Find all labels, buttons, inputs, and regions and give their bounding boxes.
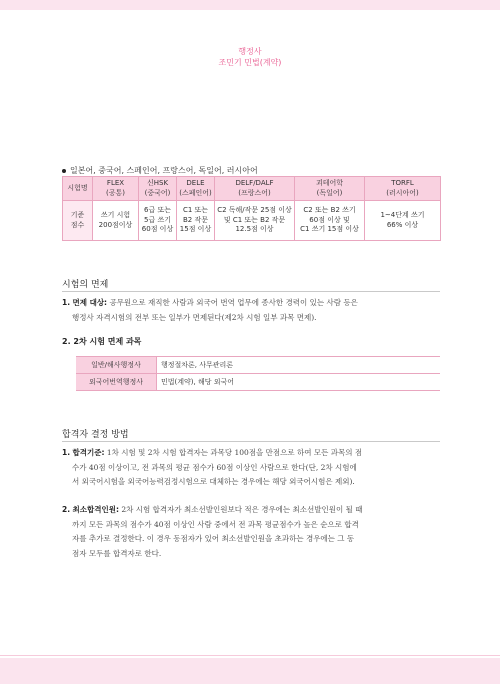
languages-note xyxy=(62,165,258,176)
score-cell: 6급 또는 5급 쓰기 60점 이상 xyxy=(139,201,177,241)
table-header-row xyxy=(63,177,441,201)
exam-name-cell: FLEX (공통) xyxy=(93,177,139,201)
score-cell: C2 독해/작문 25점 이상 및 C1 또는 B2 작문 12.5점 이상 xyxy=(215,201,295,241)
bullet-icon xyxy=(62,169,66,173)
bottom-divider xyxy=(0,655,500,656)
score-cell: 쓰기 시험 200점이상 xyxy=(93,201,139,241)
row-header-exam-name: 시험명 xyxy=(63,177,93,201)
header-book-series: 행정사 xyxy=(238,47,262,56)
exempt-type-cell: 외국어번역행정사 xyxy=(76,374,157,391)
table-row xyxy=(76,374,440,391)
section-divider xyxy=(62,441,440,442)
decision-item-2: 2. 최소합격인원: 2차 시험 합격자가 최소선발인원보다 적은 경우에는 최소선발인원이 될 때 까지 모든 과목의 점수가 40점 이상인 사람 중에서 전 과목 평균점수가 높은 순으로 합격 자를 추가로 결정한다. 이 경우 동점자가 있어 최소선발인원을 초과하는 경우에는 그 동 점자 모두를 합격자로 한다. xyxy=(62,505,363,558)
score-cell: C2 또는 B2 쓰기 60점 이상 및 C1 쓰기 15점 이상 xyxy=(295,201,365,241)
exemption-item-1: 1. 면제 대상: 공무원으로 재직한 사람과 외국어 번역 업무에 종사한 경력이 있는 사람 등은 행정사 자격시험의 전부 또는 일부가 면제된다(제2차 시험 일부 과목 면제). xyxy=(62,298,358,322)
score-cell: 1~4단계 쓰기 66% 이상 xyxy=(365,201,441,241)
exempt-subject-cell: 행정절차론, 사무관리론 xyxy=(157,357,441,374)
exam-name-cell: 괴테어학 (독일어) xyxy=(295,177,365,201)
exam-name-cell: 신HSK (중국어) xyxy=(139,177,177,201)
exam-name-cell: DELE (스페인어) xyxy=(177,177,215,201)
exemption-subjects-heading: 2. 2차 시험 면제 과목 xyxy=(62,337,142,346)
decision-section-title: 합격자 결정 방법 xyxy=(62,427,129,440)
row-header-score: 기준 점수 xyxy=(63,201,93,241)
page-header xyxy=(0,46,500,68)
language-exam-table xyxy=(62,176,441,241)
languages-note-text: 일본어, 중국어, 스페인어, 프랑스어, 독일어, 러시아어 xyxy=(70,166,258,175)
bottom-decorative-band xyxy=(0,658,500,684)
header-book-title: 조민기 민법(계약) xyxy=(218,58,282,67)
section-divider xyxy=(62,291,440,292)
exempt-subject-cell: 민법(계약), 해당 외국어 xyxy=(157,374,441,391)
exempt-type-cell: 일반/해사행정사 xyxy=(76,357,157,374)
table-score-row xyxy=(63,201,441,241)
table-row xyxy=(76,357,440,374)
exemption-subjects-table xyxy=(76,356,440,391)
score-cell: C1 또는 B2 작문 15점 이상 xyxy=(177,201,215,241)
decision-item-1: 1. 합격기준: 1차 시험 및 2차 시험 합격자는 과목당 100점을 만점으로 하여 모든 과목의 점 수가 40점 이상이고, 전 과목의 평균 점수가 60점 이상인 사람으로 한다(단, 2차 시험에 서 외국어시험을 외국어능력검정시험으로 대체하는 경우에는 해당 외국어시험은 제외). xyxy=(62,448,363,486)
top-decorative-band xyxy=(0,0,500,10)
exam-name-cell: DELF/DALF (프랑스어) xyxy=(215,177,295,201)
exemption-section-title: 시험의 면제 xyxy=(62,277,108,290)
exam-name-cell: TORFL (러시아어) xyxy=(365,177,441,201)
